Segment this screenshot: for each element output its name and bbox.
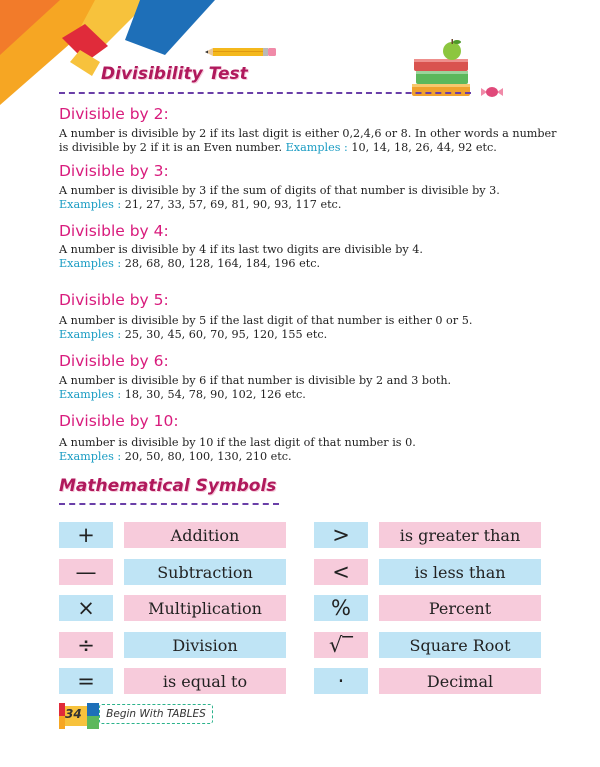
symbol-label: Decimal <box>379 668 541 694</box>
symbol-square-root: √‾ <box>314 632 368 658</box>
symbol-label: Subtraction <box>124 559 286 585</box>
rule-text: A number is divisible by 6 if that number is divisible by 2 and 3 both. Examples : 18, 30, 54, 78, 90, 102, 126 etc. <box>59 374 452 401</box>
symbol-label: is less than <box>379 559 541 585</box>
rule-text: A number is divisible by 4 if its last two digits are divisible by 4. Examples : 28, 68, 80, 128, 164, 184, 196 etc. <box>59 243 423 270</box>
rule-heading: Divisible by 10: <box>59 412 179 430</box>
rule-heading: Divisible by 2: <box>59 105 169 123</box>
symbol-multiply: × <box>59 595 113 621</box>
symbol-label: Addition <box>124 522 286 548</box>
rule-heading: Divisible by 4: <box>59 222 169 240</box>
pencil-icon <box>205 46 277 58</box>
symbols-divider <box>59 503 279 505</box>
symbol-decimal: · <box>314 668 368 694</box>
symbol-divide: ÷ <box>59 632 113 658</box>
page-number: 34 <box>65 707 82 721</box>
symbol-label: Division <box>124 632 286 658</box>
page-title: Divisibility Test <box>101 64 248 84</box>
symbol-plus: + <box>59 522 113 548</box>
series-brand: Begin With TABLES <box>99 704 213 724</box>
rule-heading: Divisible by 5: <box>59 291 169 309</box>
symbol-label: Square Root <box>379 632 541 658</box>
rule-heading: Divisible by 3: <box>59 162 169 180</box>
rule-text: A number is divisible by 10 if the last digit of that number is 0. Examples : 20, 50, 80, 100, 130, 210 etc. <box>59 436 416 463</box>
books-apple-icon <box>408 38 474 98</box>
symbol-percent: % <box>314 595 368 621</box>
title-divider <box>59 92 471 94</box>
symbol-label: is equal to <box>124 668 286 694</box>
symbols-section-title: Mathematical Symbols <box>59 476 277 496</box>
symbol-less-than: < <box>314 559 368 585</box>
rule-text: A number is divisible by 2 if its last digit is either 0,2,4,6 or 8. In other words a number is divisible by 2 if it is an Even number. Examples : 10, 14, 18, 26, 44, 92 etc. <box>59 127 557 154</box>
symbol-equals: = <box>59 668 113 694</box>
rule-heading: Divisible by 6: <box>59 352 169 370</box>
page-number-badge <box>59 703 99 729</box>
symbol-label: Multiplication <box>124 595 286 621</box>
candy-icon <box>481 86 503 98</box>
symbol-label: is greater than <box>379 522 541 548</box>
rule-text: A number is divisible by 5 if the last digit of that number is either 0 or 5. Examples : 25, 30, 45, 60, 70, 95, 120, 155 etc. <box>59 314 473 341</box>
symbol-minus: — <box>59 559 113 585</box>
rule-text: A number is divisible by 3 if the sum of digits of that number is divisible by 3. Examples : 21, 27, 33, 57, 69, 81, 90, 93, 117 etc. <box>59 184 500 211</box>
symbol-greater-than: > <box>314 522 368 548</box>
symbol-label: Percent <box>379 595 541 621</box>
